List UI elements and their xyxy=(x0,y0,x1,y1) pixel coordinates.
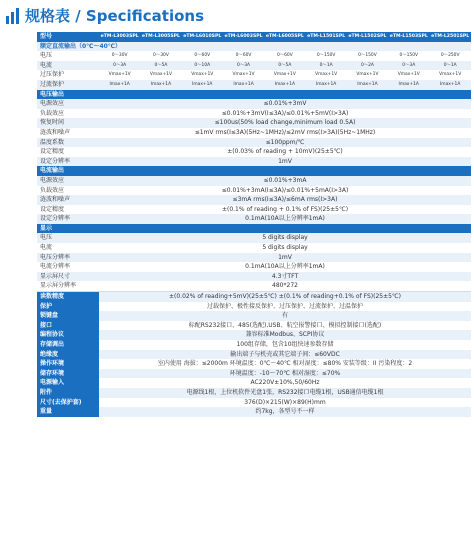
row-label: 电源效应 xyxy=(37,176,99,186)
spec-value: AC220V±10%,50/60Hz xyxy=(99,378,471,388)
page-title: 规格表 / Specifications xyxy=(25,7,205,25)
spec-cell: Imax+1A xyxy=(99,80,140,90)
row-label: 锁键盘 xyxy=(37,311,99,321)
row-label: 编程协议 xyxy=(37,330,99,340)
page-header xyxy=(0,0,474,32)
spec-value: ±(0.03% of reading + 10mV)(25±5℃) xyxy=(99,147,471,157)
spec-cell: 0～3A xyxy=(99,61,140,71)
table-row xyxy=(37,272,471,282)
row-label: 接口 xyxy=(37,321,99,331)
table-row xyxy=(37,281,471,291)
spec-cell: 0～2A xyxy=(347,61,388,71)
table-row xyxy=(37,138,471,148)
spec-value: 环境温度：-10～70℃ 相对湿度：≤70% xyxy=(99,369,471,379)
spec-value: ±(0.02% of reading+5mV)(25±5℃) ±(0.1% of reading+0.1% of FS)(25±5℃) xyxy=(99,292,471,302)
row-label: 储存环境 xyxy=(37,369,99,379)
spec-cell: Vmax+1V xyxy=(182,70,223,80)
table-row xyxy=(37,398,471,408)
row-label: 电流 xyxy=(37,243,99,253)
section-voltage-output xyxy=(37,90,471,100)
table-row xyxy=(37,388,471,398)
row-label: 设定分辨率 xyxy=(37,157,99,167)
spec-cell: Vmax+1V xyxy=(99,70,140,80)
spec-value: ≤3mA rms(I≤3A)/≤6mA rms(I>3A) xyxy=(99,195,471,205)
spec-cell: 0～60V xyxy=(264,51,305,61)
table-row xyxy=(37,350,471,360)
spec-value: 5 digits display xyxy=(99,243,471,253)
spec-cell: Vmax+1V xyxy=(264,70,305,80)
spec-cell: Imax+1A xyxy=(223,80,264,90)
spec-cell: Vmax+1V xyxy=(347,70,388,80)
section-title: 额定直流输出（0℃～40℃） xyxy=(37,42,471,52)
row-label: 电源输入 xyxy=(37,378,99,388)
row-label: 重量 xyxy=(37,407,99,417)
bar-chart-icon xyxy=(6,8,20,24)
spec-cell: Vmax+1V xyxy=(388,70,429,80)
table-row xyxy=(37,205,471,215)
spec-table xyxy=(37,32,471,417)
spec-cell: 0～1A xyxy=(305,61,346,71)
row-label: 涟波和噪声 xyxy=(37,195,99,205)
row-label: 电流分辨率 xyxy=(37,262,99,272)
row-label: 电压分辨率 xyxy=(37,253,99,263)
table-row xyxy=(37,186,471,196)
row-label: 电压 xyxy=(37,51,99,61)
row-label: 恢复时间 xyxy=(37,118,99,128)
table-row xyxy=(37,147,471,157)
spec-cell: 0～30V xyxy=(140,51,181,61)
table-row xyxy=(37,157,471,167)
model-name: eTM-L6005SPL xyxy=(264,32,305,42)
spec-cell: 0～150V xyxy=(388,51,429,61)
spec-cell: Imax+1A xyxy=(264,80,305,90)
row-label: 设定分辨率 xyxy=(37,214,99,224)
table-row xyxy=(37,262,471,272)
spec-value: 376(D)×215(W)×89(H)mm xyxy=(99,398,471,408)
spec-value: 0.1mA(10A以上分辨率1mA) xyxy=(99,214,471,224)
model-name: eTM-L1501SPL xyxy=(305,32,346,42)
model-name: eTM-L3003SPL xyxy=(99,32,140,42)
spec-value: 有 xyxy=(99,311,471,321)
spec-cell: 0～150V xyxy=(347,51,388,61)
table-row xyxy=(37,330,471,340)
spec-cell: 0～5A xyxy=(140,61,181,71)
spec-value: 电源线1根，上位机软件光盘1张，RS232接口电缆1根，USB通信电缆1根 xyxy=(99,388,471,398)
row-label: 存储调出 xyxy=(37,340,99,350)
table-row xyxy=(37,302,471,312)
table-row xyxy=(37,359,471,369)
spec-value: 输出端子与机壳或其它端子间：≤60VDC xyxy=(99,350,471,360)
section-rated-output xyxy=(37,42,471,52)
spec-value: 1mV xyxy=(99,253,471,263)
spec-cell: Vmax+1V xyxy=(223,70,264,80)
spec-value: 过载保护、极性接反保护、过压保护、过流保护、过温保护 xyxy=(99,302,471,312)
spec-cell: 0～150V xyxy=(305,51,346,61)
section-current-output xyxy=(37,166,471,176)
table-row xyxy=(37,253,471,263)
row-label: 显示屏尺寸 xyxy=(37,272,99,282)
table-row xyxy=(37,369,471,379)
table-row xyxy=(37,70,471,80)
spec-cell: Imax+1A xyxy=(182,80,223,90)
spec-cell: Imax+1A xyxy=(140,80,181,90)
table-row xyxy=(37,292,471,302)
model-name: eTM-L3005SPL xyxy=(140,32,181,42)
section-title: 电压输出 xyxy=(37,90,471,100)
table-row xyxy=(37,233,471,243)
table-row xyxy=(37,311,471,321)
section-title: 电流输出 xyxy=(37,166,471,176)
table-row xyxy=(37,340,471,350)
row-label: 过流保护 xyxy=(37,80,99,90)
table-row xyxy=(37,407,471,417)
row-label: 电源效应 xyxy=(37,99,99,109)
model-name: eTM-L1502SPL xyxy=(347,32,388,42)
table-row xyxy=(37,214,471,224)
row-label: 负载效应 xyxy=(37,109,99,119)
row-label: 读数精度 xyxy=(37,292,99,302)
row-label: 过压保护 xyxy=(37,70,99,80)
spec-cell: 0～3A xyxy=(388,61,429,71)
spec-value: ≤0.01%+3mV xyxy=(99,99,471,109)
spec-value: ≤0.01%+3mA(I≤3A)/≤0.01%+5mA(I>3A) xyxy=(99,186,471,196)
table-row xyxy=(37,243,471,253)
row-label: 温度系数 xyxy=(37,138,99,148)
spec-cell: Imax+1A xyxy=(388,80,429,90)
spec-value: 5 digits display xyxy=(99,233,471,243)
table-row xyxy=(37,80,471,90)
row-label: 附件 xyxy=(37,388,99,398)
spec-cell: Imax+1A xyxy=(347,80,388,90)
spec-value: ±(0.1% of reading + 0.1% of FS)(25±5℃) xyxy=(99,205,471,215)
spec-value: 480*272 xyxy=(99,281,471,291)
table-row xyxy=(37,195,471,205)
table-row xyxy=(37,99,471,109)
spec-value: 4.3寸TFT xyxy=(99,272,471,282)
spec-value: ≤100us(50% load change,minimum load 0.5A) xyxy=(99,118,471,128)
row-label: 设定精度 xyxy=(37,147,99,157)
row-label: 设定精度 xyxy=(37,205,99,215)
spec-cell: Vmax+1V xyxy=(429,70,471,80)
spec-value: ≤0.01%+3mA xyxy=(99,176,471,186)
spec-value: 标配RS232接口、485(选配),USB、航空报警接口、模拟控制接口(选配) xyxy=(99,321,471,331)
spec-cell: Imax+1A xyxy=(429,80,471,90)
spec-cell: Imax+1A xyxy=(305,80,346,90)
row-label: 保护 xyxy=(37,302,99,312)
section-display xyxy=(37,224,471,234)
table-row xyxy=(37,118,471,128)
row-label: 操作环境 xyxy=(37,359,99,369)
row-label: 绝缘度 xyxy=(37,350,99,360)
model-name: eTM-L2501SPL xyxy=(429,32,471,42)
table-row xyxy=(37,321,471,331)
spec-value: ≤1mV rms(I≤3A)(5Hz~1MHz)/≤2mV rms(I>3A)(5Hz~1MHz) xyxy=(99,128,471,138)
model-name: eTM-L6003SPL xyxy=(223,32,264,42)
spec-cell: Vmax+1V xyxy=(305,70,346,80)
table-row xyxy=(37,61,471,71)
row-label: 负载效应 xyxy=(37,186,99,196)
model-name: eTM-L1503SPL xyxy=(388,32,429,42)
spec-cell: Vmax+1V xyxy=(140,70,181,80)
spec-value: ≤100ppm/℃ xyxy=(99,138,471,148)
row-label: 电流 xyxy=(37,61,99,71)
spec-value: 兼容标准Modbus、SCPI协议 xyxy=(99,330,471,340)
spec-value: 约7kg，各型号不一样 xyxy=(99,407,471,417)
section-title: 显示 xyxy=(37,224,471,234)
row-label: 显示屏分辨率 xyxy=(37,281,99,291)
model-name: eTM-L6010SPL xyxy=(182,32,223,42)
spec-cell: 0～3A xyxy=(223,61,264,71)
spec-cell: 0～60V xyxy=(182,51,223,61)
spec-cell: 0～30V xyxy=(99,51,140,61)
spec-value: ≤0.01%+3mV(I≤3A)/≤0.01%+5mV(I>3A) xyxy=(99,109,471,119)
spec-cell: 0～10A xyxy=(182,61,223,71)
model-header-row xyxy=(37,32,471,42)
spec-value: 0.1mA(10A以上分辨率1mA) xyxy=(99,262,471,272)
spec-value: 1mV xyxy=(99,157,471,167)
spec-cell: 0～60V xyxy=(223,51,264,61)
table-row xyxy=(37,176,471,186)
spec-cell: 0～250V xyxy=(429,51,471,61)
spec-value: 室内使用 海拔：≤2000m 环境温度：0℃～40℃ 相对湿度：≤80% 安装等级：II 污染程度：2 xyxy=(99,359,471,369)
model-label: 型号 xyxy=(37,32,99,42)
row-label: 电压 xyxy=(37,233,99,243)
spec-cell: 0～5A xyxy=(264,61,305,71)
table-row xyxy=(37,109,471,119)
spec-value: 100组存储，包含10组快速参数存储 xyxy=(99,340,471,350)
table-row xyxy=(37,51,471,61)
row-label: 尺寸(去保护套) xyxy=(37,398,99,408)
row-label: 涟波和噪声 xyxy=(37,128,99,138)
table-row xyxy=(37,128,471,138)
spec-cell: 0～1A xyxy=(429,61,471,71)
table-row xyxy=(37,378,471,388)
